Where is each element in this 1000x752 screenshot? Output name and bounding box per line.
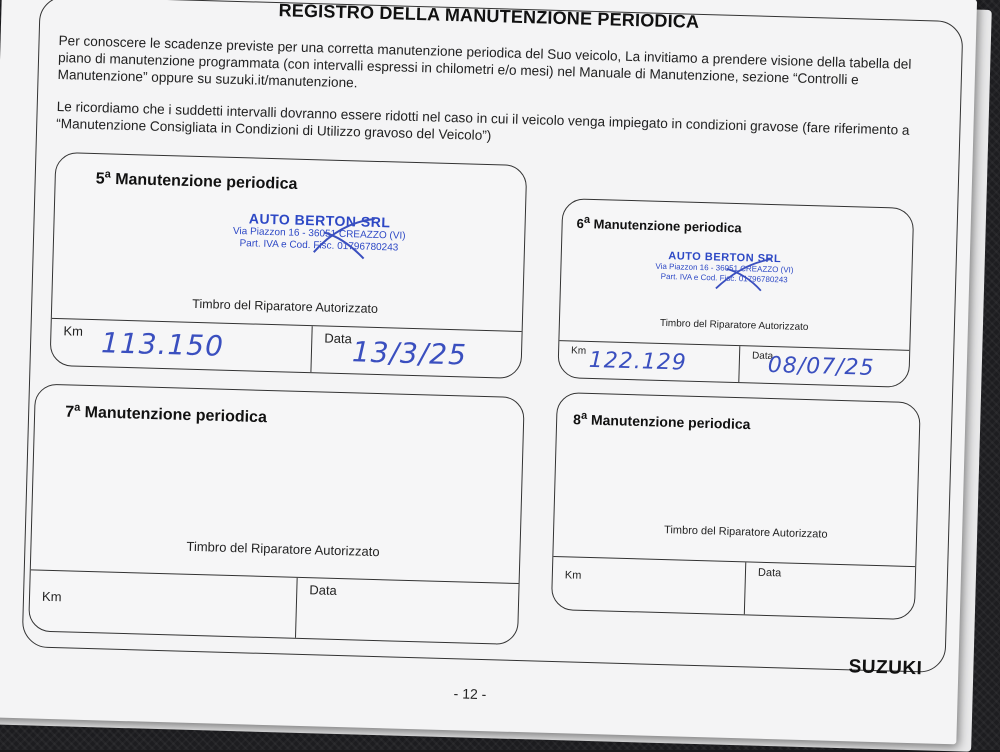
- ordinal-mark: a: [104, 168, 112, 181]
- intro-paragraph-2: Le ricordiamo che i suddetti intervalli dovranno essere ridotti nel caso in cui il veicolo venga impiegato in condizioni gravose (fare riferimento a “Manutenzione Consigliata in Condizioni di Utilizzo gravoso del Veicolo”): [56, 98, 910, 144]
- km-label: Km: [570, 345, 587, 357]
- stamp-address: Via Piazzon 16 - 36051 CREAZZO (VI): [232, 225, 406, 242]
- km-cell: [552, 557, 746, 614]
- signature-mark: [711, 253, 782, 295]
- date-label: Data: [309, 582, 338, 598]
- signature-mark: [303, 212, 384, 264]
- km-cell: [51, 319, 313, 372]
- km-label: Km: [41, 588, 62, 605]
- box-title: [95, 168, 297, 194]
- date-cell: [311, 326, 521, 378]
- km-cell: [29, 570, 298, 637]
- stamp-label: Timbro del Riparatore Autorizzato: [186, 538, 380, 560]
- ordinal-mark: a: [580, 409, 588, 422]
- entry-number: 6: [576, 215, 585, 232]
- date-value-handwritten: 08/07/25: [767, 352, 875, 381]
- box-title: [573, 410, 751, 433]
- entry-title: Manutenzione periodica: [114, 170, 298, 194]
- maintenance-box-7: [28, 383, 525, 645]
- entry-number: 7: [64, 403, 75, 421]
- km-label: Km: [63, 323, 84, 339]
- page-number: - 12 -: [453, 685, 487, 703]
- date-cell: [745, 562, 915, 619]
- maintenance-box-5: [49, 152, 527, 379]
- maintenance-box-6: [557, 198, 914, 388]
- date-value-handwritten: 13/3/25: [351, 335, 468, 372]
- date-cell: [739, 346, 909, 387]
- date-label: Data: [757, 566, 782, 580]
- entry-number: 5: [95, 170, 105, 188]
- box-title: [65, 401, 267, 427]
- stamp-name: AUTO BERTON SRL: [248, 210, 391, 231]
- km-value-handwritten: 122.129: [588, 347, 688, 376]
- entry-title: Manutenzione periodica: [590, 411, 751, 433]
- km-label: Km: [564, 569, 582, 582]
- entry-title: Manutenzione periodica: [593, 216, 742, 236]
- stamp-address: Via Piazzon 16 - 36051 CREAZZO (VI): [655, 261, 794, 275]
- box-title: [576, 214, 741, 236]
- suzuki-brand-logo: SUZUKI: [848, 656, 923, 680]
- date-label: Data: [324, 330, 353, 347]
- stamp-tax-id: Part. IVA e Cod. Fisc. 01796780243: [239, 238, 399, 254]
- stamp-tax-id: Part. IVA e Cod. Fisc. 01796780243: [660, 271, 788, 285]
- date-label: Data: [751, 350, 774, 363]
- maintenance-box-8: [551, 392, 921, 620]
- km-date-row: [552, 556, 915, 619]
- stamp-label: Timbro del Riparatore Autorizzato: [192, 296, 379, 317]
- page-title: REGISTRO DELLA MANUTENZIONE PERIODICA: [278, 0, 700, 32]
- km-value-handwritten: 113.150: [100, 326, 225, 363]
- ordinal-mark: a: [74, 401, 81, 414]
- ordinal-mark: a: [583, 213, 591, 226]
- intro-paragraph-1: Per conoscere le scadenze previste per una corretta manutenzione periodica del Suo veicolo, La invitiamo a prendere visione della tabella del piano di manutenzione programmata (con intervalli espressi in chilometri e/o mesi) nel Manuale di Manutenzione, sezione “Controlli e Manutenzione” oppure su suzuki.it/manutenzione.: [57, 32, 912, 91]
- stamp-label: Timbro del Riparatore Autorizzato: [663, 524, 828, 541]
- stamp-name: AUTO BERTON SRL: [668, 250, 782, 266]
- entry-title: Manutenzione periodica: [84, 404, 268, 427]
- date-cell: [296, 578, 519, 644]
- stamp-label: Timbro del Riparatore Autorizzato: [659, 317, 809, 334]
- entry-number: 8: [572, 411, 582, 428]
- km-date-row: [29, 569, 519, 644]
- km-cell: [558, 341, 740, 382]
